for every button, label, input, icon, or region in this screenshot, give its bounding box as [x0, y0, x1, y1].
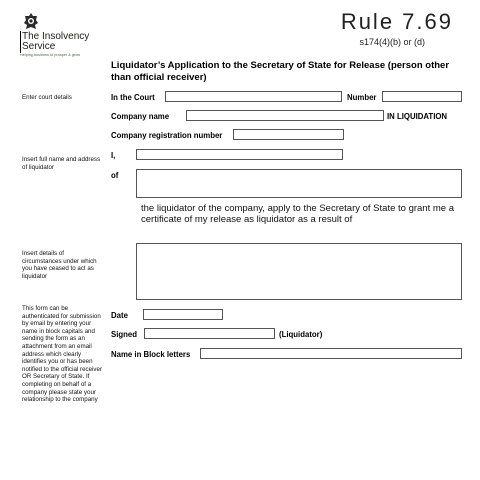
court-field[interactable] — [165, 91, 342, 102]
side-note-email: This form can be authenticated for submission by email by entering your name in block capitals and sending the form as an attachment from an email address which clearly identifies you or has been notified to the official receiver OR Secretary of State. If completing on behalf of a company please state your relationship to the company — [22, 305, 103, 404]
side-note-details: Insert details of circumstances under which you have ceased to act as liquidator — [22, 250, 97, 280]
rule-number: Rule 7.69 — [340, 9, 453, 34]
label-in-the-court: In the Court — [111, 93, 155, 102]
label-signed: Signed — [111, 330, 137, 339]
liquidator-name-field[interactable] — [136, 149, 343, 160]
company-name-field[interactable] — [186, 110, 384, 121]
royal-crest-icon — [22, 12, 40, 32]
logo-tagline: Helping business to prosper & grow — [20, 53, 81, 57]
company-registration-field[interactable] — [233, 129, 344, 140]
label-company-registration: Company registration number — [111, 131, 223, 140]
logo-name: The Insolvency Service — [22, 31, 90, 52]
logo-divider — [20, 31, 21, 53]
side-note-name: Insert full name and address of liquidator — [22, 156, 101, 171]
form-title: Liquidator’s Application to the Secretary of State for Release (person other than official receiver) — [111, 60, 450, 83]
label-name-block-letters: Name in Block letters — [111, 350, 191, 359]
signature-field[interactable] — [144, 328, 275, 339]
number-field[interactable] — [382, 91, 462, 102]
statute-reference: s174(4)(b) or (d) — [359, 37, 425, 47]
label-number: Number — [347, 93, 377, 102]
name-block-letters-field[interactable] — [200, 348, 462, 359]
label-date: Date — [111, 311, 128, 320]
label-liquidator: (Liquidator) — [279, 330, 323, 339]
label-i: I, — [111, 151, 116, 160]
label-of: of — [111, 171, 119, 180]
label-in-liquidation: IN LIQUIDATION — [387, 112, 448, 121]
side-note-court: Enter court details — [22, 94, 72, 101]
application-statement: the liquidator of the company, apply to the Secretary of State to grant me a certificate of my release as liquidator as a result of — [141, 203, 454, 225]
date-field[interactable] — [143, 309, 223, 320]
circumstances-field[interactable] — [136, 243, 462, 300]
label-company-name: Company name — [111, 112, 170, 121]
liquidator-address-field[interactable] — [136, 169, 462, 198]
